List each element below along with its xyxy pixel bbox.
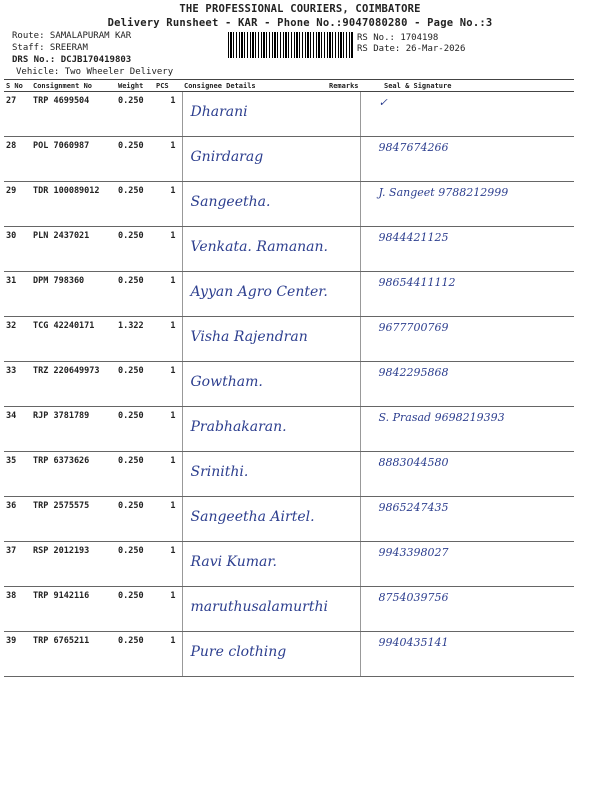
col-seal: Seal & Signature bbox=[360, 80, 574, 92]
row-signature bbox=[360, 362, 574, 407]
handwritten-name: Prabhakaran. bbox=[190, 419, 287, 435]
table-row bbox=[4, 542, 574, 587]
row-remarks bbox=[327, 497, 360, 542]
row-pcs: 1 bbox=[154, 497, 182, 542]
row-sno: 30 bbox=[4, 227, 31, 272]
handwritten-signature: 9844421125 bbox=[378, 231, 449, 244]
handwritten-name: Dharani bbox=[190, 104, 248, 120]
handwritten-signature: 9842295868 bbox=[378, 366, 449, 379]
rs-date: RS Date: 26-Mar-2026 bbox=[357, 44, 466, 54]
handwritten-name: Srinithi. bbox=[190, 464, 249, 480]
row-sno: 37 bbox=[4, 542, 31, 587]
handwritten-signature: 8754039756 bbox=[378, 591, 449, 604]
staff-label: Staff: SREERAM bbox=[12, 43, 88, 53]
table-row bbox=[4, 227, 574, 272]
row-sno: 32 bbox=[4, 317, 31, 362]
row-weight: 0.250 bbox=[116, 92, 154, 137]
table-row bbox=[4, 407, 574, 452]
row-consignment-no: TRP 6765211 bbox=[31, 632, 116, 677]
handwritten-name: Visha Rajendran bbox=[190, 329, 308, 345]
row-pcs: 1 bbox=[154, 452, 182, 497]
row-consignee-name bbox=[182, 362, 327, 407]
row-consignment-no: TRP 2575575 bbox=[31, 497, 116, 542]
row-consignee-name bbox=[182, 227, 327, 272]
row-signature bbox=[360, 92, 574, 137]
table-header bbox=[4, 80, 574, 92]
row-consignment-no: TCG 42240171 bbox=[31, 317, 116, 362]
company-title: THE PROFESSIONAL COURIERS, COIMBATORE bbox=[179, 3, 421, 15]
route-label: Route: SAMALAPURAM KAR bbox=[12, 31, 132, 41]
row-signature bbox=[360, 182, 574, 227]
row-remarks bbox=[327, 272, 360, 317]
row-consignee-name bbox=[182, 497, 327, 542]
table-row bbox=[4, 362, 574, 407]
row-sno: 31 bbox=[4, 272, 31, 317]
row-pcs: 1 bbox=[154, 182, 182, 227]
table-row bbox=[4, 317, 574, 362]
row-weight: 0.250 bbox=[116, 632, 154, 677]
table-row bbox=[4, 587, 574, 632]
row-consignee-name bbox=[182, 137, 327, 182]
row-consignee-name bbox=[182, 92, 327, 137]
vehicle-label: Vehicle: Two Wheeler Delivery bbox=[16, 67, 174, 77]
row-sno: 33 bbox=[4, 362, 31, 407]
row-sno: 28 bbox=[4, 137, 31, 182]
row-signature bbox=[360, 272, 574, 317]
row-sno: 35 bbox=[4, 452, 31, 497]
table-row bbox=[4, 272, 574, 317]
col-consignment: Consignment No bbox=[31, 80, 116, 92]
handwritten-name: Gnirdarag bbox=[190, 149, 264, 165]
col-consignee: Consignee Details bbox=[182, 80, 327, 92]
row-weight: 1.322 bbox=[116, 317, 154, 362]
row-remarks bbox=[327, 452, 360, 497]
handwritten-name: Gowtham. bbox=[190, 374, 263, 390]
row-signature bbox=[360, 542, 574, 587]
row-weight: 0.250 bbox=[116, 227, 154, 272]
handwritten-signature: S. Prasad 9698219393 bbox=[378, 411, 505, 424]
col-sno: S No bbox=[4, 80, 31, 92]
row-signature bbox=[360, 632, 574, 677]
row-consignee-name bbox=[182, 182, 327, 227]
row-consignment-no: DPM 798360 bbox=[31, 272, 116, 317]
row-pcs: 1 bbox=[154, 137, 182, 182]
row-pcs: 1 bbox=[154, 227, 182, 272]
row-remarks bbox=[327, 407, 360, 452]
row-consignee-name bbox=[182, 452, 327, 497]
row-pcs: 1 bbox=[154, 542, 182, 587]
row-pcs: 1 bbox=[154, 92, 182, 137]
handwritten-signature: 8883044580 bbox=[378, 456, 449, 469]
col-pcs: PCS bbox=[154, 80, 182, 92]
handwritten-name: Pure clothing bbox=[190, 644, 287, 660]
row-consignment-no: TRP 4699504 bbox=[31, 92, 116, 137]
row-weight: 0.250 bbox=[116, 137, 154, 182]
col-remarks: Remarks bbox=[329, 81, 359, 90]
handwritten-signature: 98654411112 bbox=[378, 276, 456, 289]
table-row bbox=[4, 497, 574, 542]
row-signature bbox=[360, 137, 574, 182]
handwritten-name: Ayyan Agro Center. bbox=[190, 284, 328, 300]
runsheet-table bbox=[4, 79, 574, 677]
row-consignee-name bbox=[182, 407, 327, 452]
row-remarks bbox=[327, 137, 360, 182]
row-pcs: 1 bbox=[154, 272, 182, 317]
table-row bbox=[4, 92, 574, 137]
handwritten-signature: 9677700769 bbox=[378, 321, 449, 334]
row-consignment-no: RSP 2012193 bbox=[31, 542, 116, 587]
row-consignment-no: PLN 2437021 bbox=[31, 227, 116, 272]
row-consignee-name bbox=[182, 542, 327, 587]
handwritten-name: Sangeetha. bbox=[190, 194, 271, 210]
handwritten-signature: 9865247435 bbox=[378, 501, 449, 514]
rs-number: RS No.: 1704198 bbox=[357, 33, 439, 43]
row-pcs: 1 bbox=[154, 587, 182, 632]
drs-number: DRS No.: DCJB170419803 bbox=[12, 55, 132, 65]
row-consignment-no: TRZ 220649973 bbox=[31, 362, 116, 407]
table-row bbox=[4, 632, 574, 677]
row-signature bbox=[360, 407, 574, 452]
handwritten-signature: 9943398027 bbox=[378, 546, 449, 559]
row-consignee-name bbox=[182, 632, 327, 677]
handwritten-name: Sangeetha Airtel. bbox=[190, 509, 315, 525]
row-signature bbox=[360, 452, 574, 497]
row-remarks bbox=[327, 92, 360, 137]
runsheet-subtitle: Delivery Runsheet - KAR - Phone No.:9047080280 - Page No.:3 bbox=[107, 17, 493, 29]
row-consignment-no: RJP 3781789 bbox=[31, 407, 116, 452]
handwritten-name: Venkata. Ramanan. bbox=[190, 239, 328, 255]
table-row bbox=[4, 452, 574, 497]
row-consignee-name bbox=[182, 317, 327, 362]
row-signature bbox=[360, 227, 574, 272]
row-consignment-no: TDR 100089012 bbox=[31, 182, 116, 227]
row-consignment-no: TRP 9142116 bbox=[31, 587, 116, 632]
table-row bbox=[4, 137, 574, 182]
row-sno: 36 bbox=[4, 497, 31, 542]
row-sno: 38 bbox=[4, 587, 31, 632]
table-row bbox=[4, 182, 574, 227]
row-weight: 0.250 bbox=[116, 272, 154, 317]
handwritten-signature: 9940435141 bbox=[378, 636, 449, 649]
row-remarks bbox=[327, 317, 360, 362]
row-pcs: 1 bbox=[154, 362, 182, 407]
row-consignment-no: POL 7060987 bbox=[31, 137, 116, 182]
row-weight: 0.250 bbox=[116, 407, 154, 452]
row-weight: 0.250 bbox=[116, 497, 154, 542]
row-remarks bbox=[327, 182, 360, 227]
row-pcs: 1 bbox=[154, 317, 182, 362]
col-weight: Weight bbox=[116, 80, 154, 92]
row-remarks bbox=[327, 587, 360, 632]
row-weight: 0.250 bbox=[116, 182, 154, 227]
row-sno: 29 bbox=[4, 182, 31, 227]
row-consignee-name bbox=[182, 272, 327, 317]
row-weight: 0.250 bbox=[116, 452, 154, 497]
row-pcs: 1 bbox=[154, 632, 182, 677]
row-signature bbox=[360, 317, 574, 362]
handwritten-name: maruthusalamurthi bbox=[190, 599, 328, 615]
row-sno: 34 bbox=[4, 407, 31, 452]
row-pcs: 1 bbox=[154, 407, 182, 452]
handwritten-signature: 9847674266 bbox=[378, 141, 449, 154]
handwritten-name: Ravi Kumar. bbox=[190, 554, 277, 570]
row-weight: 0.250 bbox=[116, 587, 154, 632]
row-weight: 0.250 bbox=[116, 362, 154, 407]
row-remarks bbox=[327, 362, 360, 407]
row-signature bbox=[360, 497, 574, 542]
handwritten-signature: ✓ bbox=[378, 96, 388, 109]
handwritten-signature: J. Sangeet 9788212999 bbox=[378, 186, 509, 199]
row-signature bbox=[360, 587, 574, 632]
barcode bbox=[228, 32, 353, 58]
row-weight: 0.250 bbox=[116, 542, 154, 587]
row-sno: 39 bbox=[4, 632, 31, 677]
row-remarks bbox=[327, 632, 360, 677]
row-remarks bbox=[327, 542, 360, 587]
row-consignee-name bbox=[182, 587, 327, 632]
row-consignment-no: TRP 6373626 bbox=[31, 452, 116, 497]
row-remarks bbox=[327, 227, 360, 272]
row-sno: 27 bbox=[4, 92, 31, 137]
